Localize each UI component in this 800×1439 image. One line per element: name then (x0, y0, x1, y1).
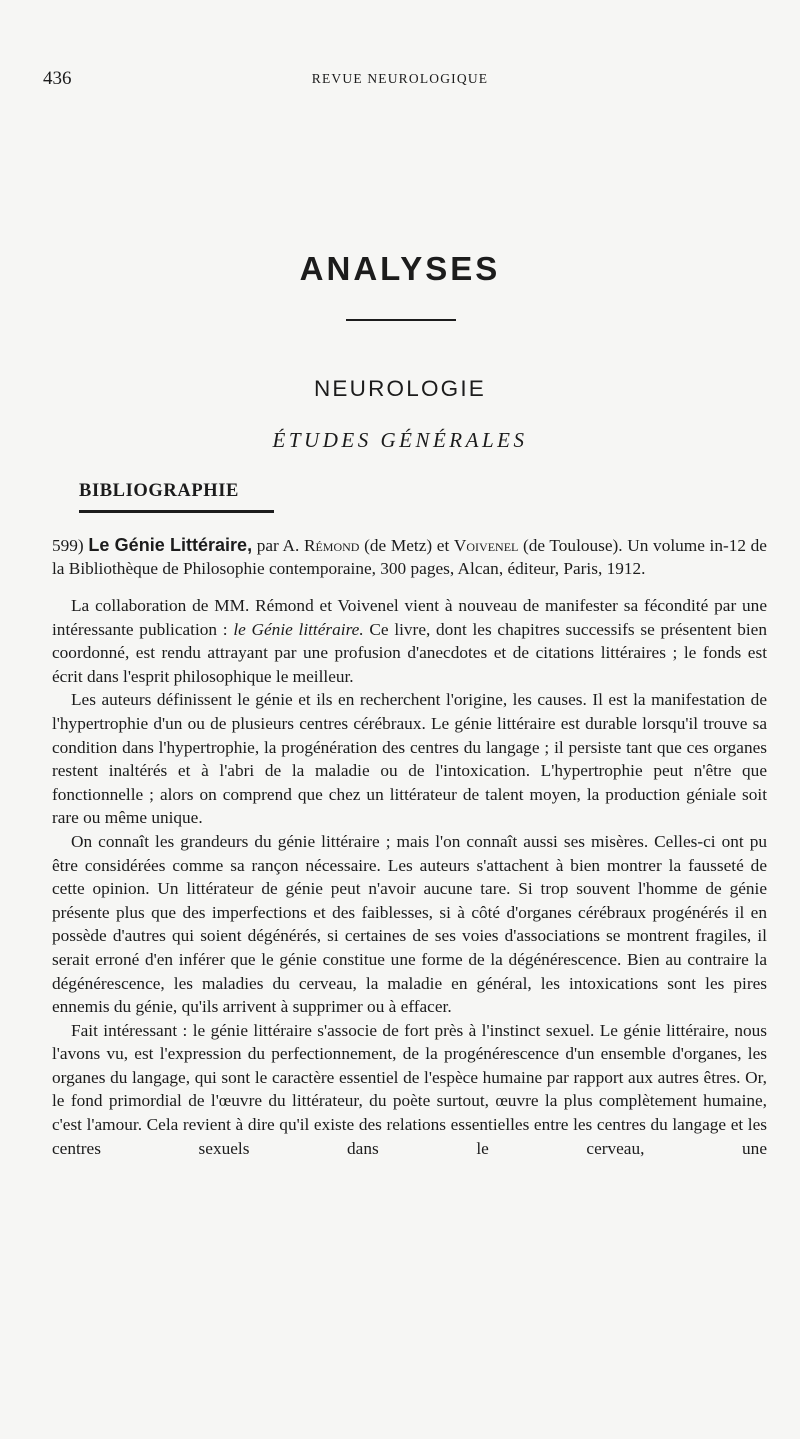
paragraph-1-end: Ce livre, dont les chapitres successifs se présentent bien coordonné, est rendu attrayant par une profusion d'anecdotes et de citations littéraires ; le fonds est écrit dans l'esprit philosophique le meilleur. (52, 619, 767, 686)
paragraph-4: Fait intéressant : le génie littéraire s'associe de fort près à l'instinct sexuel. Le génie littéraire, nous l'avons vu, est l'expression du perfectionnement, de la progénérescence d'un ensemble d'organes, les organes du langage, qui sont le caractère essentiel de l'espèce humaine par rapport aux autres êtres. Or, le fond primordial de l'œuvre du littérateur, du poète surtout, œuvre la plus complètement humaine, c'est l'amour. Cela revient à dire qu'il existe des relations essentielles entre les centres du langage et les centres sexuels dans le cerveau, une (52, 1020, 767, 1158)
page-number: 436 (43, 68, 72, 89)
citation-details: (de Toulouse). Un volume in-12 de la Bibliothèque de Philosophie contemporaine, 300 pages, Alcan, éditeur, Paris, 1912. (52, 536, 767, 578)
paragraph-2: Les auteurs définissent le génie et ils en recherchent l'origine, les causes. Il est la manifestation de l'hypertrophie d'un ou de plusieurs centres cérébraux. Le génie littéraire est durable lorsqu'il trouve sa condition dans l'hypertrophie, la progénération des centres du langage ; il persiste tant que ces organes restent inaltérés et à l'abri de la maladie ou de l'intoxication. L'hypertrophie peut n'être que fonctionnelle ; alors on comprend que chez un littérateur de talent moyen, la production géniale soit rare ou même unique. (52, 690, 767, 828)
category-title: ÉTUDES GÉNÉRALES (272, 428, 528, 452)
paragraph-1-start: La collaboration de MM. Rémond et Voivenel vient à nouveau de manifester sa fécondité par une intéressante publication : (52, 596, 767, 639)
review-entry (52, 534, 767, 1160)
entry-number: 599) (52, 536, 84, 555)
author-1-city: (de Metz) et (359, 536, 454, 555)
section-title: ANALYSES (299, 250, 501, 287)
author-2: Voivenel (453, 536, 519, 555)
citation-by: par A. (252, 536, 304, 555)
citation (52, 534, 767, 580)
subsection-title: NEUROLOGIE (313, 376, 487, 401)
journal-title: REVUE NEUROLOGIQUE (311, 71, 489, 86)
running-header (43, 68, 757, 92)
paragraph-3: On connaît les grandeurs du génie littéraire ; mais l'on connaît aussi ses misères. Celles-ci ont pu être considérées comme sa rançon nécessaire. Les auteurs s'attachent à bien montrer la fausseté de cette opinion. Un littérateur de génie peut n'avoir aucune tare. Si trop souvent l'homme de génie présente plus que des imperfections et des faiblesses, si à côté d'organes cérébraux progénérés il en possède d'autres qui soient dégénérés, si certaines de ses voies d'associations se montrent fragiles, il serait erroné d'en inférer que le génie constitue une forme de la dégénérescence. Bien au contraire la dégénérescence, les maladies du cerveau, la maladie en général, les intoxications sont les pires ennemis du génie, qu'ils arrivent à supprimer ou à effacer. (52, 831, 767, 1017)
bibliography-heading: BIBLIOGRAPHIE (79, 481, 239, 501)
author-1: Rémond (303, 536, 360, 555)
paragraph-1 (52, 594, 767, 688)
bibliography-underline (79, 510, 274, 513)
paragraph-1-italic-title: le Génie littéraire. (233, 619, 364, 639)
book-title: Le Génie Littéraire, (88, 535, 253, 555)
title-divider (346, 319, 456, 321)
